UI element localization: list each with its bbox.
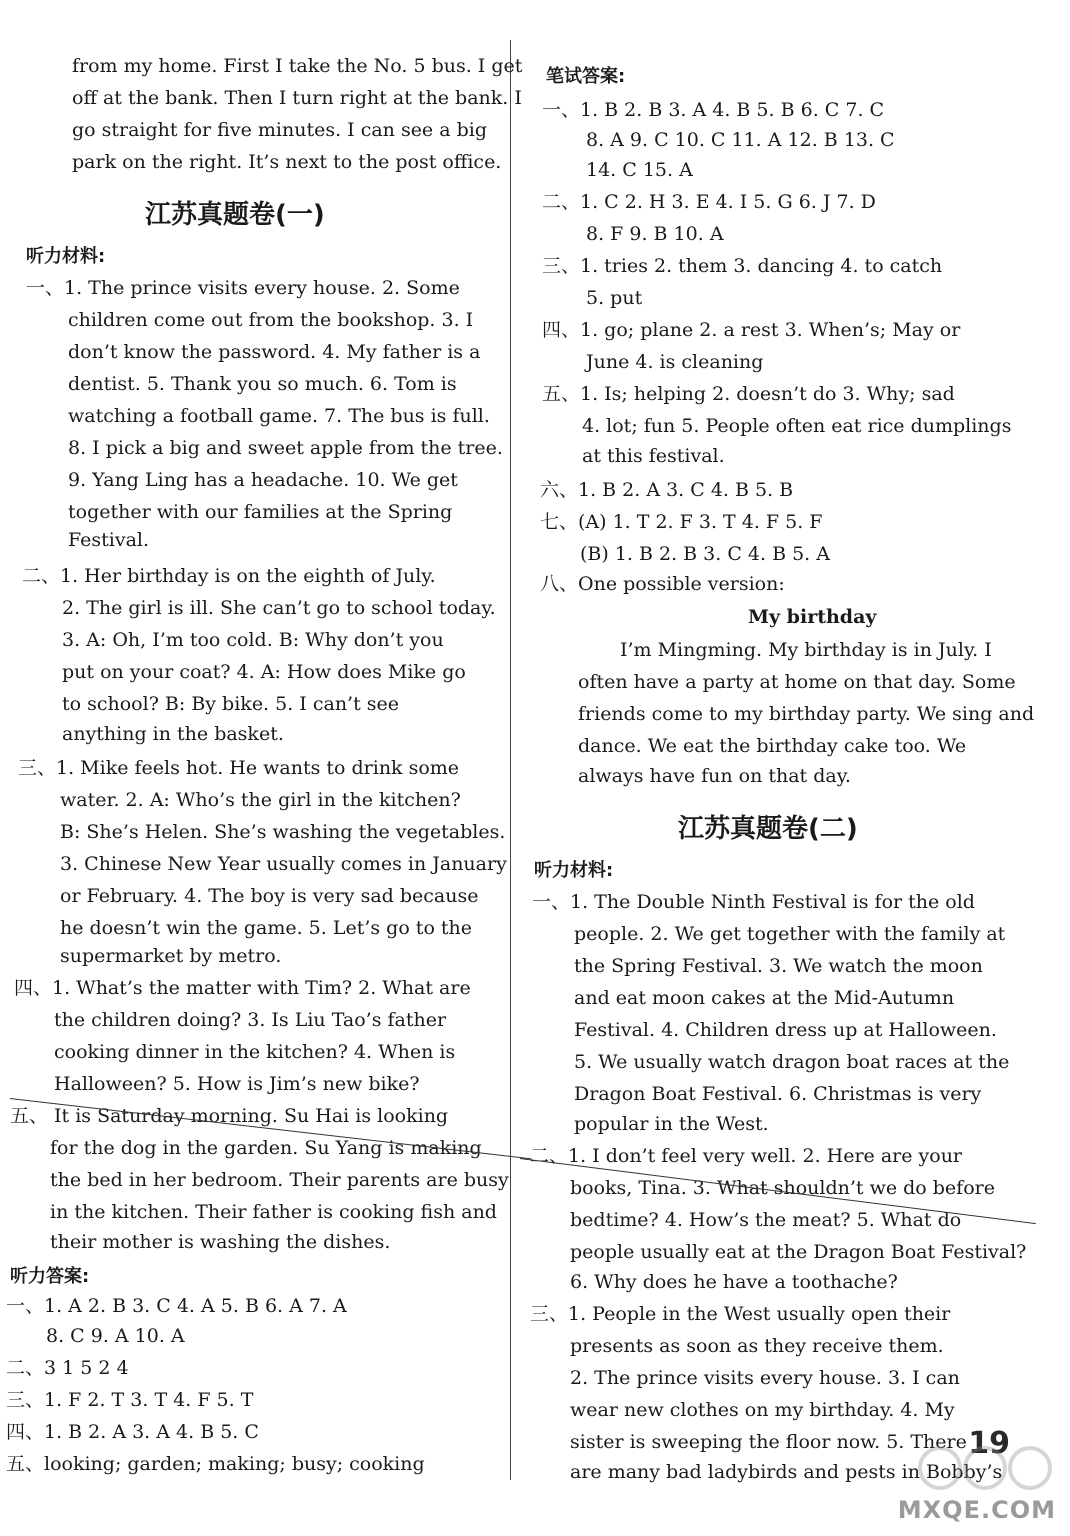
written-line: 五、1. Is; helping 2. doesn’t do 3. Why; sad	[542, 383, 955, 405]
material-line: and eat moon cakes at the Mid-Autumn	[574, 987, 955, 1009]
material-line: 2. The prince visits every house. 3. I can	[570, 1367, 960, 1389]
material-line: dentist. 5. Thank you so much. 6. Tom is	[68, 373, 457, 395]
written-line: 八、One possible version:	[540, 573, 785, 595]
answer-line: 四、1. B 2. A 3. A 4. B 5. C	[6, 1421, 259, 1443]
intro-line: park on the right. It’s next to the post office.	[72, 151, 502, 173]
answer-line: 8. C 9. A 10. A	[46, 1325, 185, 1347]
material-line: Halloween? 5. How is Jim’s new bike?	[54, 1073, 420, 1095]
material-line: the Spring Festival. 3. We watch the moon	[574, 955, 983, 977]
material-line: people. 2. We get together with the family at	[574, 923, 1006, 945]
material-line: 二、1. Her birthday is on the eighth of July.	[22, 565, 436, 587]
material-line: 二、1. I don’t feel very well. 2. Here are your	[530, 1145, 963, 1167]
material-line: children come out from the bookshop. 3. I	[68, 309, 474, 331]
written-line: 一、1. B 2. B 3. A 4. B 5. B 6. C 7. C	[542, 99, 885, 121]
material-line: popular in the West.	[574, 1113, 769, 1135]
essay-line: dance. We eat the birthday cake too. We	[578, 735, 967, 757]
material-line: 五、 It is Saturday morning. Su Hai is looking	[10, 1105, 449, 1127]
material-line: in the kitchen. Their father is cooking fish and	[50, 1201, 497, 1223]
material-line: Festival.	[68, 529, 150, 551]
material-line: together with our families at the Spring	[68, 501, 453, 523]
material-line: 四、1. What’s the matter with Tim? 2. What are	[14, 977, 471, 999]
answer-line: 五、looking; garden; making; busy; cooking	[6, 1453, 425, 1475]
material-line: sister is sweeping the floor now. 5. There	[570, 1431, 967, 1453]
material-line: 8. I pick a big and sweet apple from the tree.	[68, 437, 503, 459]
material-line: people usually eat at the Dragon Boat Festival?	[570, 1241, 1027, 1263]
material-line: don’t know the password. 4. My father is a	[68, 341, 481, 363]
section-title-2: 江苏真题卷(二)	[678, 814, 858, 844]
answer-line: 一、1. A 2. B 3. C 4. A 5. B 6. A 7. A	[6, 1295, 347, 1317]
written-line: at this festival.	[582, 445, 725, 467]
material-line: 一、1. The Double Ninth Festival is for the old	[532, 891, 975, 913]
material-line: bedtime? 4. How’s the meat? 5. What do	[570, 1209, 962, 1231]
intro-line: go straight for five minutes. I can see a big	[72, 119, 487, 141]
material-line: their mother is washing the dishes.	[50, 1231, 391, 1253]
essay-line: often have a party at home on that day. Some	[578, 671, 1016, 693]
right-column	[530, 0, 1070, 1536]
material-line: B: She’s Helen. She’s washing the vegetables.	[60, 821, 506, 843]
written-line: 六、1. B 2. A 3. C 4. B 5. B	[540, 479, 794, 501]
written-line: (B) 1. B 2. B 3. C 4. B 5. A	[580, 543, 830, 565]
material-line: he doesn’t win the game. 5. Let’s go to the	[60, 917, 473, 939]
material-line: 三、1. People in the West usually open their	[530, 1303, 951, 1325]
written-line: 14. C 15. A	[586, 159, 693, 181]
material-line: Festival. 4. Children dress up at Halloween.	[574, 1019, 997, 1041]
material-line: cooking dinner in the kitchen? 4. When is	[54, 1041, 456, 1063]
material-line: 9. Yang Ling has a headache. 10. We get	[68, 469, 458, 491]
listening-answer-label: 听力答案:	[10, 1266, 90, 1287]
written-line: 5. put	[586, 287, 643, 309]
page-number: 19	[968, 1426, 1010, 1461]
material-line: 6. Why does he have a toothache?	[570, 1271, 898, 1293]
material-line: the bed in her bedroom. Their parents are busy	[50, 1169, 509, 1191]
material-line: for the dog in the garden. Su Yang is making	[50, 1137, 482, 1159]
material-line: wear new clothes on my birthday. 4. My	[570, 1399, 955, 1421]
listening-material-label: 听力材料:	[26, 246, 106, 267]
intro-line: from my home. First I take the No. 5 bus. I get	[72, 55, 523, 77]
written-line: 8. A 9. C 10. C 11. A 12. B 13. C	[586, 129, 895, 151]
essay-title: My birthday	[748, 606, 877, 628]
essay-line: friends come to my birthday party. We sing and	[578, 703, 1035, 725]
written-line: 8. F 9. B 10. A	[586, 223, 724, 245]
left-column	[0, 0, 523, 1536]
material-line: 5. We usually watch dragon boat races at the	[574, 1051, 1010, 1073]
material-line: the children doing? 3. Is Liu Tao’s father	[54, 1009, 447, 1031]
essay-line: always have fun on that day.	[578, 765, 851, 787]
watermark-text: MXQE.COM	[897, 1496, 1056, 1524]
written-line: 四、1. go; plane 2. a rest 3. When’s; May or	[542, 319, 961, 341]
material-line: put on your coat? 4. A: How does Mike go	[62, 661, 466, 683]
material-line: to school? B: By bike. 5. I can’t see	[62, 693, 400, 715]
material-line: books, Tina. 3. What shouldn’t we do before	[570, 1177, 995, 1199]
material-line: or February. 4. The boy is very sad because	[60, 885, 479, 907]
material-line: Dragon Boat Festival. 6. Christmas is very	[574, 1083, 982, 1105]
material-line: 3. Chinese New Year usually comes in January	[60, 853, 507, 875]
answer-line: 二、3 1 5 2 4	[6, 1357, 129, 1379]
written-line: 4. lot; fun 5. People often eat rice dumplings	[582, 415, 1012, 437]
material-line: anything in the basket.	[62, 723, 284, 745]
material-line: watching a football game. 7. The bus is full.	[68, 405, 490, 427]
material-line: presents as soon as they receive them.	[570, 1335, 944, 1357]
written-line: 三、1. tries 2. them 3. dancing 4. to catch	[542, 255, 943, 277]
essay-line: I’m Mingming. My birthday is in July. I	[620, 639, 992, 661]
material-line: 一、1. The prince visits every house. 2. Some	[26, 277, 460, 299]
material-line: are many bad ladybirds and pests in Bobby’s	[570, 1461, 1003, 1483]
material-line: 3. A: Oh, I’m too cold. B: Why don’t you	[62, 629, 444, 651]
written-line: 二、1. C 2. H 3. E 4. I 5. G 6. J 7. D	[542, 191, 876, 213]
material-line: 2. The girl is ill. She can’t go to school today.	[62, 597, 496, 619]
answer-line: 三、1. F 2. T 3. T 4. F 5. T	[6, 1389, 254, 1411]
written-line: June 4. is cleaning	[586, 351, 764, 373]
intro-line: off at the bank. Then I turn right at the bank. I	[72, 87, 522, 109]
written-answer-label: 笔试答案:	[546, 66, 626, 87]
section-title-1: 江苏真题卷(一)	[145, 200, 325, 230]
material-line: supermarket by metro.	[60, 945, 282, 967]
written-line: 七、(A) 1. T 2. F 3. T 4. F 5. F	[540, 511, 823, 533]
material-line: water. 2. A: Who’s the girl in the kitchen?	[60, 789, 461, 811]
material-line: 三、1. Mike feels hot. He wants to drink some	[18, 757, 460, 779]
listening-material-label-2: 听力材料:	[534, 860, 614, 881]
